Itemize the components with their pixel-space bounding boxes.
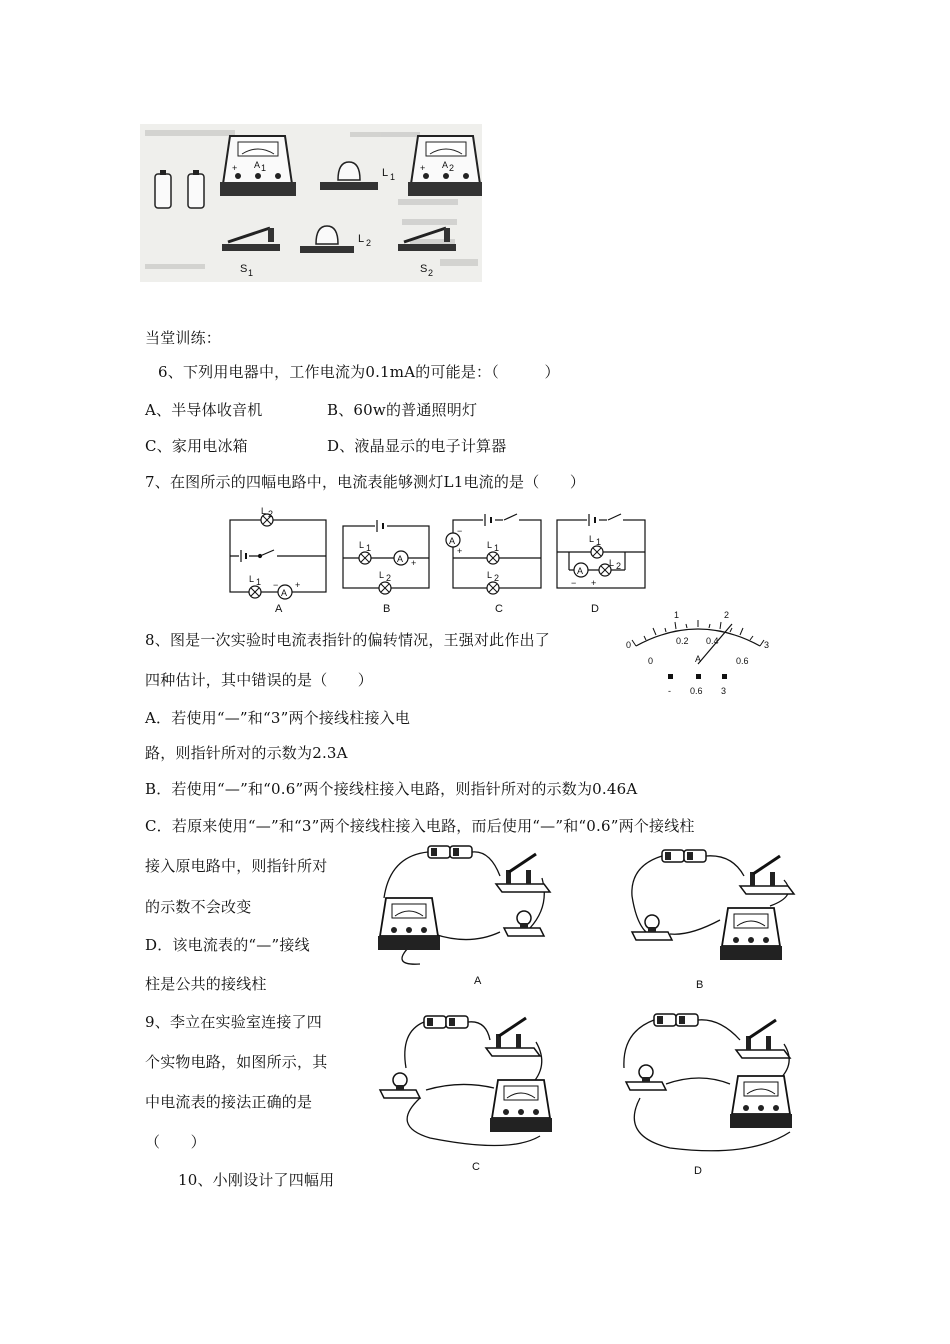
circuit-a-label: A: [275, 603, 283, 615]
svg-text:0.2: 0.2: [676, 636, 689, 646]
svg-text:S: S: [240, 263, 248, 275]
svg-text:1: 1: [494, 543, 500, 553]
ammeter-a1-icon: [220, 136, 296, 196]
physical-circuit-a-label: A: [474, 975, 482, 987]
svg-text:−: −: [273, 580, 279, 590]
svg-text:0.6: 0.6: [690, 686, 703, 696]
svg-text:S: S: [420, 263, 428, 275]
ammeter-dial: [620, 606, 780, 698]
q8-option-d-line1: D．该电流表的“—”接线: [145, 936, 310, 954]
circuit-c-label: C: [495, 603, 503, 615]
q10-stem-line1: 10、小刚设计了四幅用: [178, 1171, 335, 1189]
circuit-d-label: D: [591, 603, 599, 615]
svg-text:0.6: 0.6: [736, 656, 749, 666]
svg-text:L: L: [261, 506, 267, 516]
q9-stem-line1: 9、李立在实验室连接了四: [145, 1013, 322, 1031]
svg-text:L: L: [379, 570, 385, 580]
ammeter-a2-icon: [408, 136, 482, 196]
svg-text:+: +: [295, 580, 301, 590]
svg-text:L: L: [249, 574, 255, 584]
physical-circuit-d-label: D: [694, 1165, 702, 1177]
svg-text:A: A: [397, 554, 404, 564]
svg-text:2: 2: [724, 610, 730, 620]
svg-text:+: +: [591, 578, 597, 588]
svg-text:2: 2: [449, 163, 455, 173]
svg-text:0: 0: [648, 656, 654, 666]
svg-text:-: -: [668, 686, 671, 696]
q9-stem-line3: 中电流表的接法正确的是: [145, 1093, 313, 1111]
svg-text:3: 3: [764, 640, 770, 650]
physical-circuit-a: [378, 846, 550, 987]
q8-option-c-line2: 接入原电路中，则指针所对: [145, 857, 328, 875]
svg-text:1: 1: [674, 610, 680, 620]
q6-option-d: D、液晶显示的电子计算器: [327, 437, 507, 455]
section-heading: 当堂训练：: [145, 329, 222, 347]
svg-text:1: 1: [248, 268, 254, 278]
svg-text:2: 2: [494, 573, 500, 583]
svg-text:1: 1: [390, 172, 396, 182]
physical-circuit-b: [632, 850, 794, 991]
svg-text:3: 3: [721, 686, 727, 696]
q8-option-d-line2: 柱是公共的接线柱: [145, 975, 267, 993]
q6-stem: 6、下列用电器中，工作电流为0.1mA的可能是：（ ）: [158, 363, 560, 381]
q8-option-c-line1: C．若原来使用“—”和“3”两个接线柱接入电路，而后使用“—”和“0.6”两个接线柱: [145, 817, 695, 835]
svg-text:1: 1: [261, 163, 267, 173]
svg-text:2: 2: [268, 509, 274, 519]
q8-stem-line2: 四种估计，其中错误的是（ ）: [145, 671, 374, 689]
q8-option-a-line1: A．若使用“—”和“3”两个接线柱接入电: [145, 709, 411, 727]
q7-circuits: [225, 508, 655, 618]
svg-text:L: L: [609, 558, 615, 568]
svg-text:L: L: [589, 534, 595, 544]
q8-stem-line1: 8、图是一次实验时电流表指针的偏转情况，王强对此作出了: [145, 631, 550, 649]
svg-text:A: A: [281, 588, 288, 598]
q8-option-c-line3: 的示数不会改变: [145, 898, 252, 916]
physical-circuit-c-label: C: [472, 1161, 480, 1173]
svg-text:−: −: [457, 526, 463, 536]
svg-text:L: L: [487, 570, 493, 580]
svg-text:L: L: [358, 233, 365, 245]
svg-text:2: 2: [616, 561, 622, 571]
svg-text:L: L: [487, 540, 493, 550]
svg-text:0.4: 0.4: [706, 636, 719, 646]
apparatus-figure: [140, 124, 482, 282]
svg-text:1: 1: [256, 577, 262, 587]
q9-stem-line2: 个实物电路，如图所示，其: [145, 1053, 328, 1071]
q6-option-b: B、60w的普通照明灯: [327, 401, 478, 419]
svg-text:2: 2: [428, 268, 434, 278]
svg-text:L: L: [382, 167, 389, 179]
q6-option-c: C、家用电冰箱: [145, 437, 248, 455]
svg-text:1: 1: [366, 543, 372, 553]
physical-circuit-d: [624, 1014, 792, 1177]
svg-text:L: L: [359, 540, 365, 550]
circuit-b-label: B: [383, 603, 391, 615]
svg-text:1: 1: [596, 537, 602, 547]
svg-text:+: +: [232, 163, 238, 173]
svg-text:+: +: [420, 163, 426, 173]
svg-text:A: A: [695, 654, 702, 664]
svg-text:+: +: [457, 546, 463, 556]
q7-stem: 7、在图所示的四幅电路中，电流表能够测灯L1电流的是（ ）: [145, 473, 586, 491]
svg-text:A: A: [442, 160, 449, 170]
q8-option-b: B．若使用“—”和“0.6”两个接线柱接入电路，则指针所对的示数为0.46A: [145, 780, 638, 798]
svg-text:−: −: [571, 578, 577, 588]
q8-option-a-line2: 路，则指针所对的示数为2.3A: [145, 744, 348, 762]
svg-text:A: A: [577, 566, 584, 576]
physical-circuits: [370, 836, 810, 1176]
q9-stem-line4: （ ）: [145, 1133, 206, 1151]
svg-text:A: A: [449, 536, 456, 546]
svg-text:0: 0: [626, 640, 632, 650]
svg-text:A: A: [254, 160, 261, 170]
physical-circuit-b-label: B: [696, 979, 704, 991]
svg-text:2: 2: [366, 238, 372, 248]
svg-text:2: 2: [386, 573, 392, 583]
physical-circuit-c: [380, 1016, 552, 1173]
q6-option-a: A、半导体收音机: [145, 401, 263, 419]
svg-text:+: +: [411, 558, 417, 568]
